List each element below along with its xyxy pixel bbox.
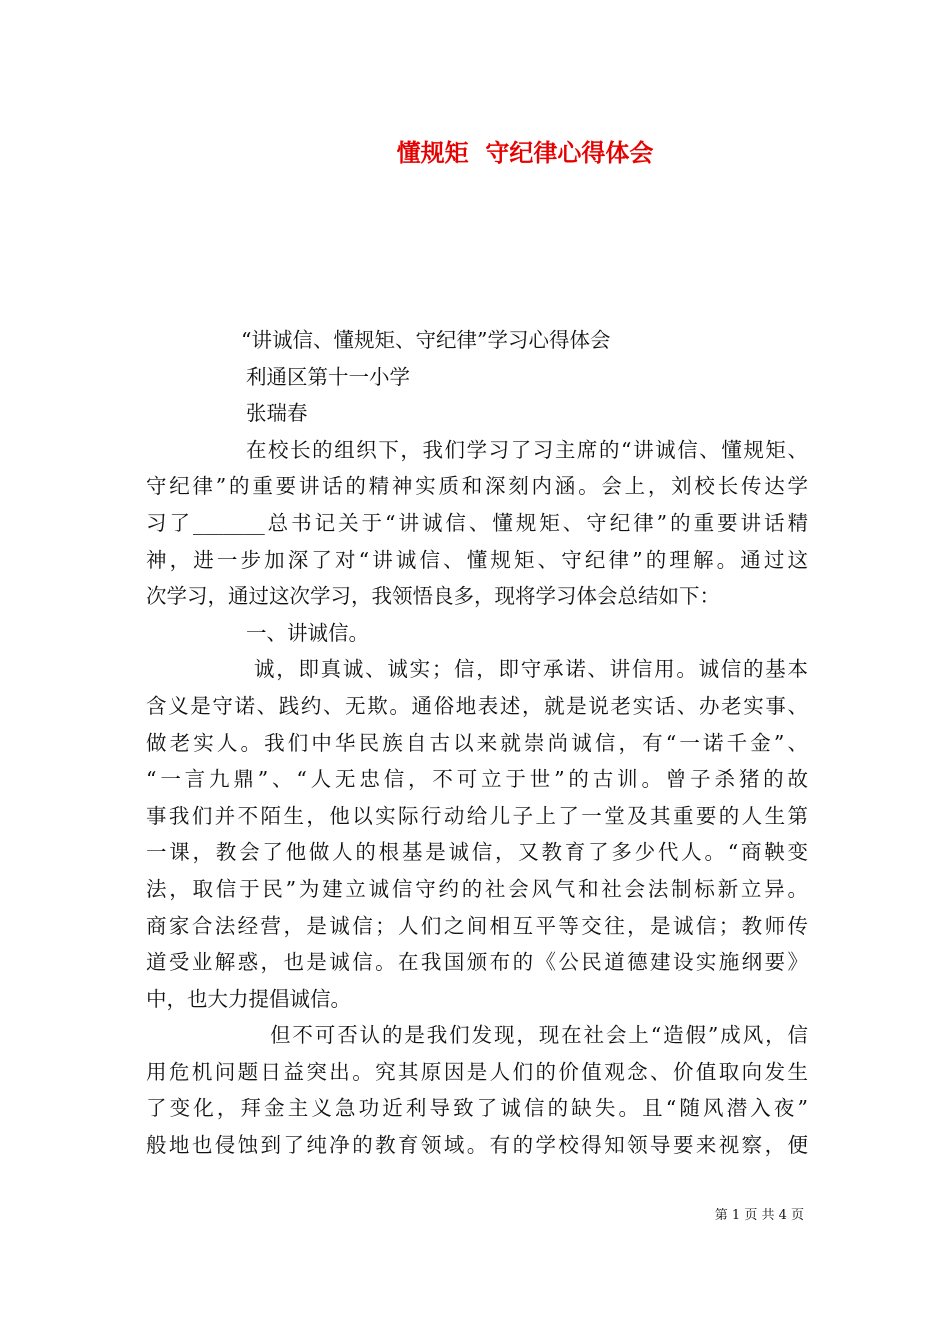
- text-line: 事我们并不陌生，他以实际行动给儿子上了一堂及其重要的人生第: [146, 803, 808, 828]
- text-line: 商家合法经营，是诚信；人们之间相互平等交往，是诚信；教师传: [146, 913, 808, 938]
- text-line: 习了_______总书记关于“讲诚信、懂规矩、守纪律”的重要讲话精: [146, 510, 808, 535]
- text-line: 一课，教会了他做人的根基是诚信，又教育了多少代人。“商鞅变: [146, 840, 808, 865]
- text-line: 用危机问题日益突出。究其原因是人们的价值观念、价值取向发生: [146, 1059, 808, 1084]
- text-line: 神，进一步加深了对“讲诚信、懂规矩、守纪律”的理解。通过这: [146, 547, 808, 572]
- text-line: 利通区第十一小学: [246, 364, 410, 389]
- text-line: 般地也侵蚀到了纯净的教育领域。有的学校得知领导要来视察，便: [146, 1133, 808, 1158]
- text-line: 但不可否认的是我们发现，现在社会上“造假”成风，信: [270, 1023, 808, 1048]
- text-line: 中，也大力提倡诚信。: [146, 986, 351, 1011]
- text-line: 次学习，通过这次学习，我领悟良多，现将学习体会总结如下：: [146, 584, 720, 609]
- text-line: 在校长的组织下，我们学习了习主席的“讲诚信、懂规矩、: [246, 437, 808, 462]
- text-line: 做老实人。我们中华民族自古以来就崇尚诚信，有“一诺千金”、: [146, 730, 808, 755]
- text-line: 了变化，拜金主义急功近利导致了诚信的缺失。且“随风潜入夜”: [146, 1096, 808, 1121]
- text-line: “讲诚信、懂规矩、守纪律”学习心得体会: [241, 328, 611, 352]
- document-body: [146, 322, 808, 1164]
- text-line: 诚，即真诚、诚实；信，即守承诺、讲信用。诚信的基本: [254, 657, 808, 682]
- page-footer: 第 1 页 共 4 页: [714, 1208, 804, 1223]
- text-line: 法，取信于民”为建立诚信守约的社会风气和社会法制标新立异。: [146, 876, 808, 901]
- text-line: 含义是守诺、践约、无欺。通俗地表述，就是说老实话、办老实事、: [146, 693, 808, 718]
- text-line: 道受业解惑，也是诚信。在我国颁布的《公民道德建设实施纲要》: [146, 950, 808, 975]
- text-line: 守纪律”的重要讲话的精神实质和深刻内涵。会上，刘校长传达学: [146, 474, 808, 499]
- text-line: “一言九鼎”、“人无忠信，不可立于世”的古训。曾子杀猪的故: [146, 767, 808, 792]
- text-line: 一、讲诚信。: [246, 620, 369, 645]
- document-title: 懂规矩 守纪律心得体会: [396, 139, 654, 167]
- text-line: 张瑞春: [246, 401, 308, 426]
